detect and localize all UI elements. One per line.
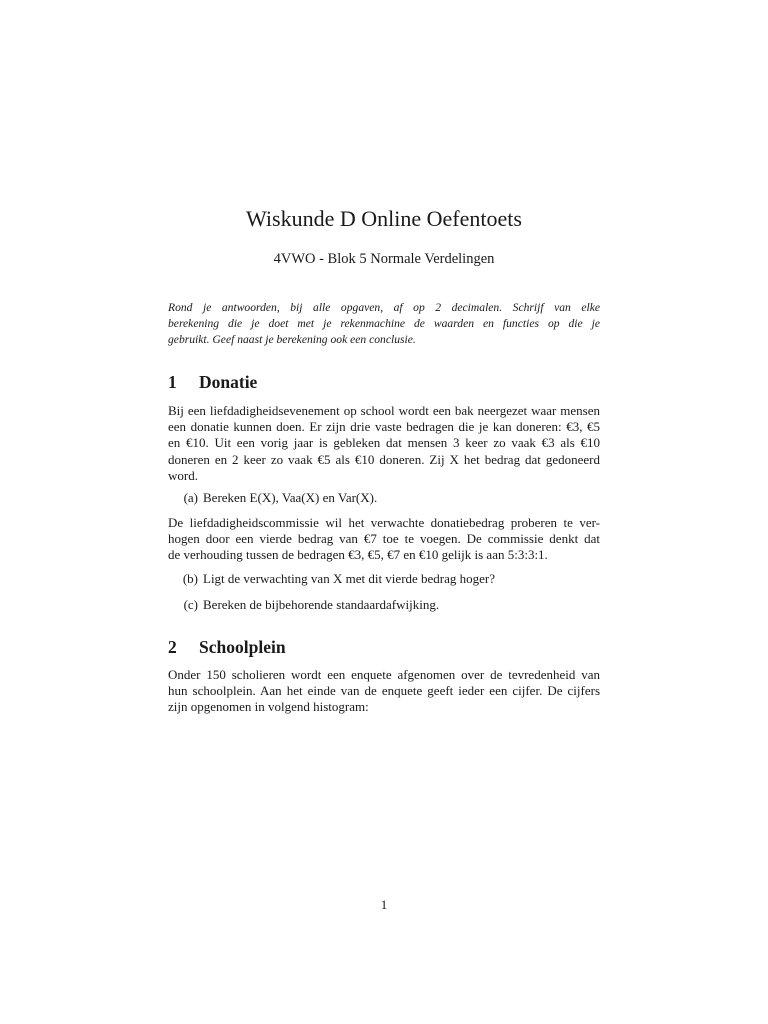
donatie-intro-paragraph bbox=[168, 403, 600, 484]
instructions-paragraph bbox=[168, 300, 600, 348]
question-label: (c) bbox=[183, 597, 198, 612]
question-label: (b) bbox=[182, 571, 198, 586]
section-heading-schoolplein bbox=[168, 636, 600, 658]
donatie-followup-paragraph bbox=[168, 515, 600, 564]
section-title: Schoolplein bbox=[199, 637, 286, 657]
section-title: Donatie bbox=[199, 372, 258, 392]
question-text: Ligt de verwachting van X met dit vierde bedrag hoger? bbox=[203, 571, 496, 586]
paragraph-line: de verhouding tussen de bedragen €3, €5, €7 en €10 gelijk is aan 5:3:3:1. bbox=[168, 547, 548, 563]
document-subtitle: 4VWO - Blok 5 Normale Verdelingen bbox=[273, 251, 495, 267]
question-text: Bereken E(X), Vaa(X) en Var(X). bbox=[203, 490, 378, 505]
section-number: 1 bbox=[168, 372, 177, 392]
paragraph-line: Onder 150 scholieren wordt een enquete afgenomen over de tevredenheid van bbox=[168, 667, 600, 682]
section-number: 2 bbox=[168, 637, 177, 657]
instructions-line: gebruikt. Geef naast je berekening ook een conclusie. bbox=[168, 333, 416, 346]
paragraph-line: doneren en 2 keer zo vaak €5 als €10 doneren. Zij X het bedrag dat gedoneerd bbox=[168, 451, 600, 467]
question-c bbox=[168, 597, 600, 613]
paragraph-line: Bij een liefdadigheidsevenement op school wordt een bak neergezet waar mensen bbox=[168, 403, 600, 418]
schoolplein-intro-paragraph bbox=[168, 667, 600, 716]
section-heading-donatie bbox=[168, 371, 600, 393]
paragraph-line: en €10. Uit een vorig jaar is gebleken dat mensen 3 keer zo vaak €3 als €10 bbox=[168, 435, 600, 451]
paragraph-line: zijn opgenomen in volgend histogram: bbox=[168, 699, 369, 715]
question-label: (a) bbox=[183, 490, 198, 505]
question-text: Bereken de bijbehorende standaardafwijking. bbox=[203, 597, 440, 612]
paragraph-line: hogen door een vierde bedrag van €7 toe te voegen. De commissie denkt dat bbox=[168, 531, 600, 547]
paragraph-line: De liefdadigheidscommissie wil het verwachte donatiebedrag proberen te ver- bbox=[168, 515, 600, 530]
question-a bbox=[168, 490, 600, 506]
paragraph-line: word. bbox=[168, 467, 198, 483]
document-title: Wiskunde D Online Oefentoets bbox=[246, 206, 522, 231]
paragraph-line: een donatie kunnen doen. Er zijn drie vaste bedragen die je kan doneren: €3, €5 bbox=[168, 419, 600, 435]
instructions-line: berekening die je doet met je rekenmachine de waarden en functies op die je bbox=[168, 317, 600, 330]
instructions-line: Rond je antwoorden, bij alle opgaven, af op 2 decimalen. Schrijf van elke bbox=[168, 301, 600, 314]
paragraph-line: hun schoolplein. Aan het einde van de enquete geeft ieder een cijfer. De cijfers bbox=[168, 683, 600, 699]
question-b bbox=[168, 571, 600, 587]
page-number: 1 bbox=[380, 897, 388, 912]
